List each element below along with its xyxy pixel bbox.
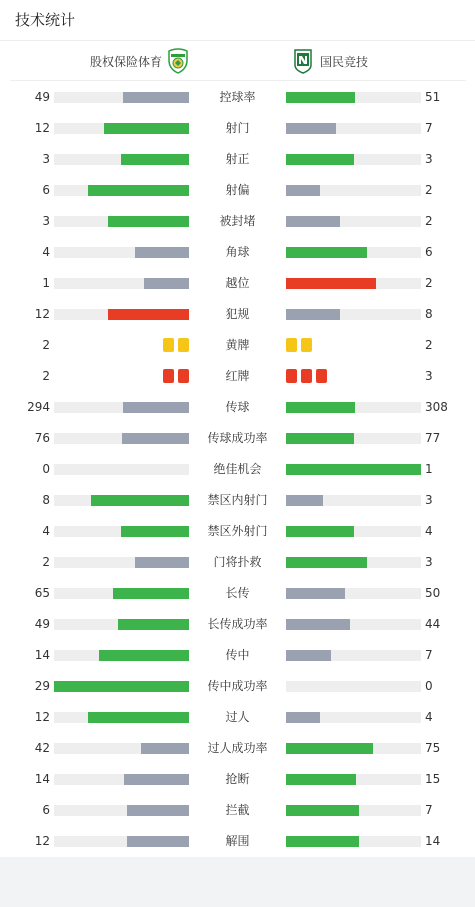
- section-title: 技术统计: [15, 11, 76, 29]
- away-bar-fill: [286, 495, 323, 506]
- home-value: 12: [34, 834, 50, 848]
- away-bar-fill: [286, 247, 367, 258]
- away-bar-fill: [286, 774, 356, 785]
- away-bar-track: [286, 309, 421, 320]
- away-bar-fill: [286, 650, 331, 661]
- stat-label: 射正: [225, 152, 250, 166]
- home-value: 6: [42, 803, 50, 817]
- home-bar-fill: [88, 185, 189, 196]
- away-value: 1: [425, 462, 433, 476]
- away-bar-fill: [286, 619, 350, 630]
- home-value: 76: [34, 431, 50, 445]
- home-bar-fill: [144, 278, 189, 289]
- home-value: 65: [34, 586, 50, 600]
- away-bar-track: [286, 743, 421, 754]
- home-bar-track: [54, 154, 189, 165]
- away-value: 2: [425, 276, 433, 290]
- home-bar-fill: [127, 836, 189, 847]
- teams-header: [10, 41, 466, 81]
- away-bar-track: [286, 805, 421, 816]
- home-bar-fill: [108, 216, 189, 227]
- stat-label: 角球: [225, 245, 250, 259]
- away-bar-track: [286, 278, 421, 289]
- home-bar-track: [54, 805, 189, 816]
- away-bar-fill: [286, 743, 373, 754]
- home-bar-track: [54, 495, 189, 506]
- away-bar-track: [286, 216, 421, 227]
- away-value: 15: [425, 772, 441, 786]
- away-value: 51: [425, 90, 441, 104]
- away-value: 8: [425, 307, 433, 321]
- home-value: 2: [42, 555, 50, 569]
- home-value: 29: [34, 679, 50, 693]
- stat-row: [0, 392, 475, 423]
- home-bar-track: [54, 588, 189, 599]
- away-value: 2: [425, 214, 433, 228]
- home-bar-fill: [127, 805, 189, 816]
- away-bar-track: [286, 836, 421, 847]
- away-value: 7: [425, 121, 433, 135]
- away-bar-fill: [286, 526, 354, 537]
- home-cards: [163, 338, 189, 352]
- stat-row: [0, 733, 475, 764]
- away-bar-track: [286, 495, 421, 506]
- home-bar-track: [54, 650, 189, 661]
- home-value: 2: [42, 369, 50, 383]
- stat-row: [0, 547, 475, 578]
- away-bar-fill: [286, 309, 340, 320]
- stat-label: 传中: [225, 648, 250, 662]
- home-value: 1: [42, 276, 50, 290]
- home-bar-fill: [123, 92, 189, 103]
- home-bar-track: [54, 92, 189, 103]
- home-bar-fill: [99, 650, 189, 661]
- away-bar-fill: [286, 185, 320, 196]
- stat-row: [0, 516, 475, 547]
- stat-label: 射门: [225, 121, 250, 135]
- home-value: 8: [42, 493, 50, 507]
- home-bar-track: [54, 681, 189, 692]
- home-value: 42: [34, 741, 50, 755]
- away-value: 2: [425, 183, 433, 197]
- home-bar-track: [54, 433, 189, 444]
- home-bar-fill: [118, 619, 189, 630]
- away-value: 308: [425, 400, 448, 414]
- away-value: 75: [425, 741, 441, 755]
- red-card-icon: [178, 369, 189, 383]
- envigado-crest-icon: [167, 48, 189, 74]
- red-card-icon: [286, 369, 297, 383]
- away-bar-track: [286, 650, 421, 661]
- stat-row: [0, 113, 475, 144]
- away-value: 3: [425, 152, 433, 166]
- away-team[interactable]: [292, 41, 368, 81]
- home-bar-track: [54, 743, 189, 754]
- away-value: 3: [425, 555, 433, 569]
- away-cards: [286, 369, 327, 383]
- away-value: 44: [425, 617, 441, 631]
- stat-row: [0, 454, 475, 485]
- home-bar-fill: [135, 557, 189, 568]
- stat-label: 门将扑救: [213, 555, 262, 569]
- stat-row: [0, 423, 475, 454]
- stat-label: 黄牌: [225, 338, 250, 352]
- away-bar-track: [286, 123, 421, 134]
- away-bar-fill: [286, 216, 340, 227]
- away-value: 7: [425, 648, 433, 662]
- home-value: 3: [42, 214, 50, 228]
- stat-label: 传球: [225, 400, 250, 414]
- home-bar-fill: [91, 495, 189, 506]
- away-bar-fill: [286, 588, 345, 599]
- home-bar-fill: [124, 774, 189, 785]
- home-bar-track: [54, 712, 189, 723]
- away-cards: [286, 338, 312, 352]
- stat-label: 犯规: [225, 307, 250, 321]
- home-value: 12: [34, 307, 50, 321]
- home-value: 2: [42, 338, 50, 352]
- away-value: 3: [425, 369, 433, 383]
- home-bar-track: [54, 123, 189, 134]
- away-bar-track: [286, 433, 421, 444]
- away-bar-fill: [286, 557, 367, 568]
- away-value: 4: [425, 524, 433, 538]
- stat-row: [0, 268, 475, 299]
- away-bar-track: [286, 402, 421, 413]
- away-bar-fill: [286, 123, 336, 134]
- home-bar-fill: [54, 681, 189, 692]
- away-value: 50: [425, 586, 441, 600]
- yellow-card-icon: [163, 338, 174, 352]
- away-team-name: 国民竞技: [320, 54, 369, 69]
- away-value: 2: [425, 338, 433, 352]
- away-bar-fill: [286, 805, 359, 816]
- stat-row: [0, 299, 475, 330]
- away-bar-track: [286, 557, 421, 568]
- home-bar-track: [54, 619, 189, 630]
- away-bar-track: [286, 92, 421, 103]
- home-bar-fill: [121, 526, 189, 537]
- home-cards: [163, 369, 189, 383]
- stat-label: 绝佳机会: [213, 462, 262, 476]
- stat-row: [0, 764, 475, 795]
- stat-label: 传中成功率: [207, 679, 268, 693]
- stat-row: [0, 702, 475, 733]
- stat-label: 射偏: [225, 183, 250, 197]
- stat-row: [0, 826, 475, 857]
- away-bar-track: [286, 247, 421, 258]
- stat-row: [0, 795, 475, 826]
- home-bar-fill: [141, 743, 189, 754]
- stat-row: [0, 609, 475, 640]
- stat-label: 过人成功率: [207, 741, 268, 755]
- stat-label: 长传: [225, 586, 250, 600]
- yellow-card-icon: [178, 338, 189, 352]
- stat-label: 长传成功率: [207, 617, 268, 631]
- away-value: 4: [425, 710, 433, 724]
- home-value: 3: [42, 152, 50, 166]
- away-bar-track: [286, 464, 421, 475]
- home-bar-track: [54, 774, 189, 785]
- home-bar-track: [54, 402, 189, 413]
- away-bar-track: [286, 774, 421, 785]
- stat-label: 红牌: [225, 369, 250, 383]
- away-bar-track: [286, 712, 421, 723]
- home-bar-track: [54, 526, 189, 537]
- red-card-icon: [301, 369, 312, 383]
- home-value: 6: [42, 183, 50, 197]
- stat-row: [0, 237, 475, 268]
- stat-label: 抢断: [225, 772, 250, 786]
- home-value: 49: [34, 617, 50, 631]
- stat-row: [0, 671, 475, 702]
- yellow-card-icon: [286, 338, 297, 352]
- home-value: 14: [34, 648, 50, 662]
- away-value: 7: [425, 803, 433, 817]
- away-bar-fill: [286, 278, 376, 289]
- home-bar-track: [54, 836, 189, 847]
- stat-row: [0, 578, 475, 609]
- home-bar-track: [54, 216, 189, 227]
- away-value: 0: [425, 679, 433, 693]
- stat-label: 越位: [225, 276, 250, 290]
- away-bar-fill: [286, 92, 355, 103]
- stat-label: 控球率: [219, 90, 256, 104]
- home-bar-fill: [123, 402, 189, 413]
- home-value: 14: [34, 772, 50, 786]
- home-value: 12: [34, 121, 50, 135]
- stat-row: [0, 361, 475, 392]
- away-value: 14: [425, 834, 441, 848]
- stat-row: [0, 144, 475, 175]
- away-bar-fill: [286, 836, 359, 847]
- away-bar-fill: [286, 402, 355, 413]
- away-bar-track: [286, 526, 421, 537]
- away-bar-track: [286, 185, 421, 196]
- stat-label: 禁区内射门: [207, 493, 268, 507]
- home-value: 12: [34, 710, 50, 724]
- away-bar-fill: [286, 433, 354, 444]
- stat-row: [0, 485, 475, 516]
- red-card-icon: [316, 369, 327, 383]
- away-value: 77: [425, 431, 441, 445]
- stat-label: 解围: [225, 834, 250, 848]
- stat-row: [0, 330, 475, 361]
- red-card-icon: [163, 369, 174, 383]
- home-bar-fill: [122, 433, 189, 444]
- home-bar-track: [54, 309, 189, 320]
- home-value: 49: [34, 90, 50, 104]
- stat-label: 传球成功率: [207, 431, 268, 445]
- away-value: 3: [425, 493, 433, 507]
- home-bar-track: [54, 247, 189, 258]
- home-bar-fill: [88, 712, 189, 723]
- stat-row: [0, 82, 475, 113]
- away-bar-track: [286, 588, 421, 599]
- home-value: 4: [42, 245, 50, 259]
- home-team[interactable]: [90, 41, 189, 81]
- home-team-name: 股权保险体育: [90, 54, 163, 69]
- home-value: 4: [42, 524, 50, 538]
- away-bar-fill: [286, 154, 354, 165]
- stat-label: 拦截: [225, 803, 250, 817]
- away-bar-fill: [286, 464, 421, 475]
- away-bar-fill: [286, 712, 320, 723]
- away-bar-track: [286, 681, 421, 692]
- away-bar-track: [286, 619, 421, 630]
- home-bar-track: [54, 278, 189, 289]
- stats-list: [0, 82, 475, 857]
- home-value: 0: [42, 462, 50, 476]
- home-bar-fill: [108, 309, 189, 320]
- home-bar-fill: [121, 154, 189, 165]
- home-bar-track: [54, 185, 189, 196]
- home-bar-track: [54, 557, 189, 568]
- home-bar-track: [54, 464, 189, 475]
- stat-row: [0, 175, 475, 206]
- stat-row: [0, 206, 475, 237]
- stat-label: 被封堵: [219, 214, 256, 228]
- away-value: 6: [425, 245, 433, 259]
- atletico-nacional-crest-icon: [292, 48, 314, 74]
- yellow-card-icon: [301, 338, 312, 352]
- away-bar-track: [286, 154, 421, 165]
- home-value: 294: [27, 400, 50, 414]
- home-bar-fill: [135, 247, 189, 258]
- stat-label: 过人: [225, 710, 250, 724]
- home-bar-fill: [104, 123, 189, 134]
- stat-label: 禁区外射门: [207, 524, 268, 538]
- home-bar-fill: [113, 588, 189, 599]
- stat-row: [0, 640, 475, 671]
